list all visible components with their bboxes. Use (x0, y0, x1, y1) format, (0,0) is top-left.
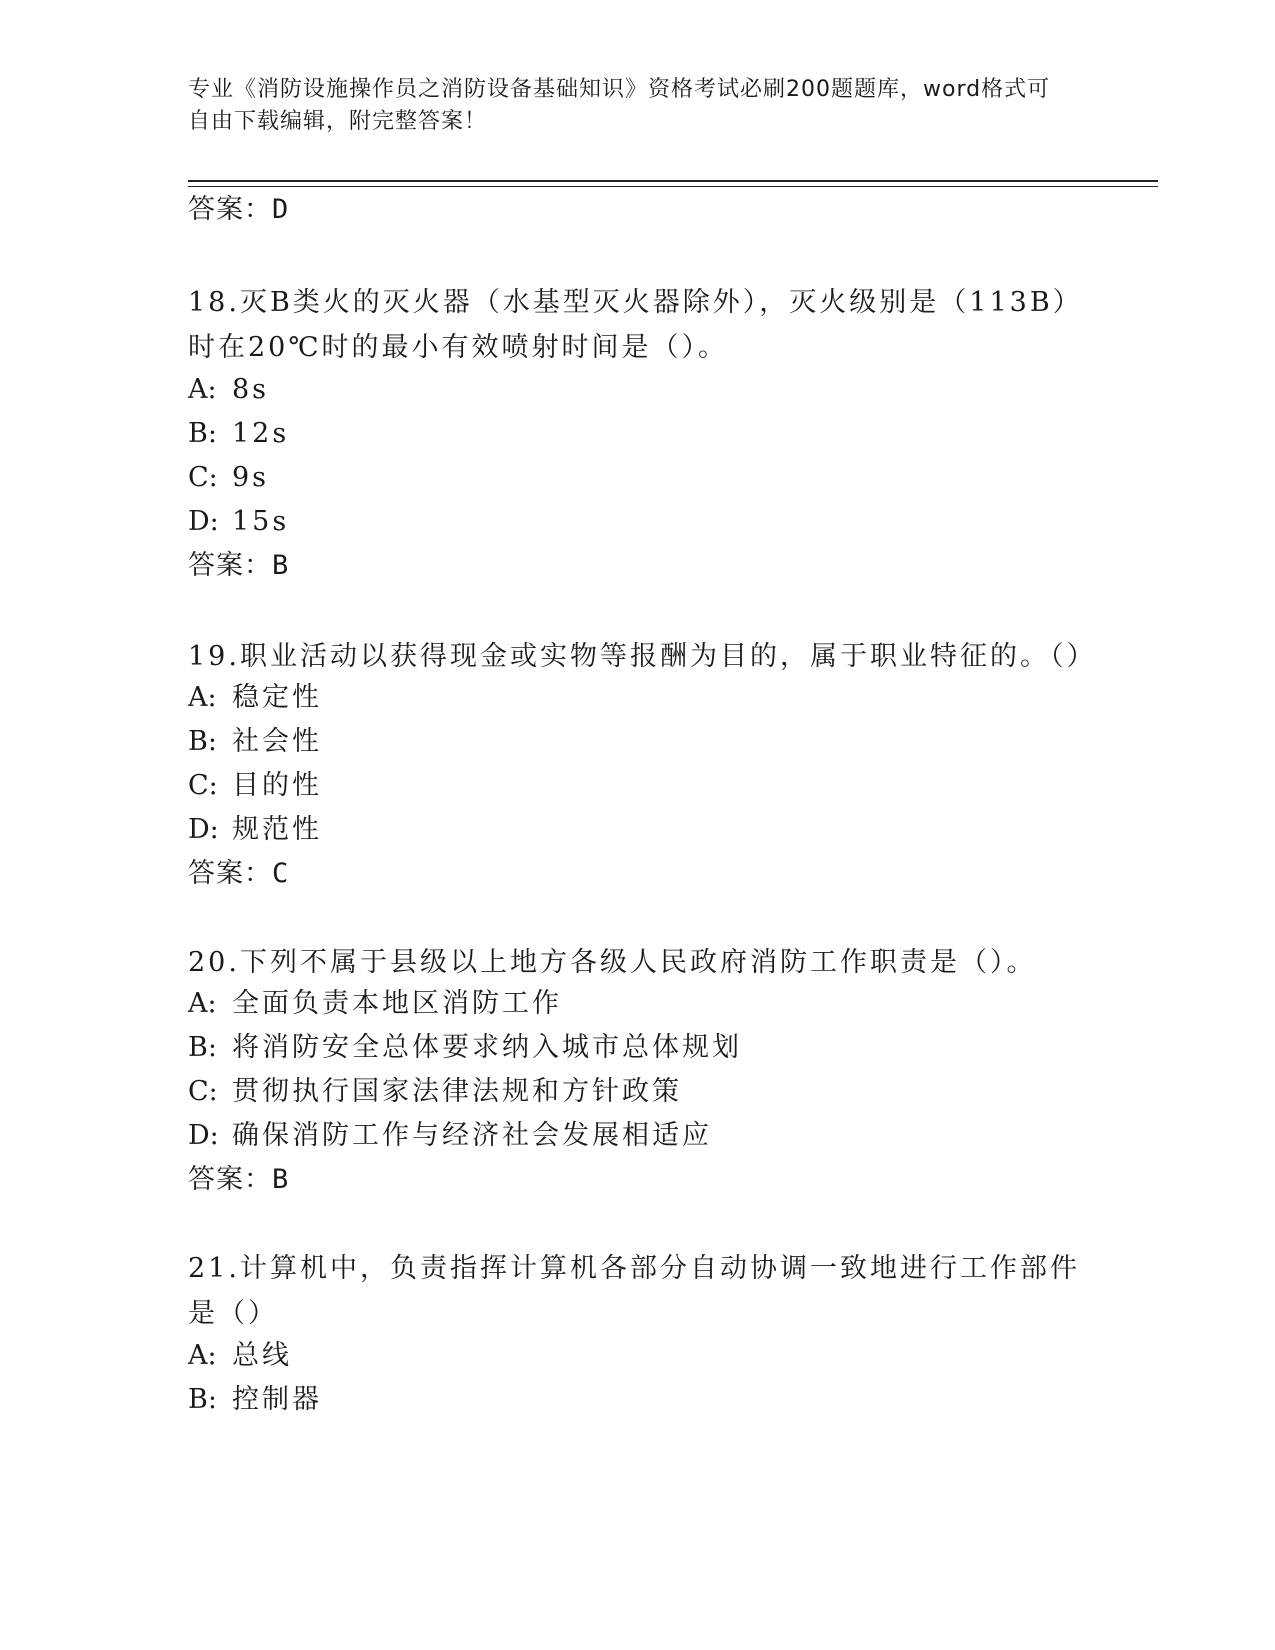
question-18-option-c (188, 460, 269, 496)
answer-prev: 答案：D (188, 194, 290, 225)
question-18-option-b (188, 416, 289, 452)
option-text: 将消防安全总体要求纳入城市总体规划 (232, 1032, 742, 1063)
question-21-stem: 21.计算机中，负责指挥计算机各部分自动协调一致地进行工作部件是（） (188, 1253, 1080, 1329)
option-text: 全面负责本地区消防工作 (232, 988, 562, 1019)
option-label: D: (188, 1120, 219, 1151)
question-20-option-c (188, 1074, 682, 1110)
question-20-option-b (188, 1030, 742, 1066)
question-18-answer: 答案：B (188, 550, 290, 581)
option-text: 控制器 (232, 1384, 322, 1415)
header-divider (188, 180, 1158, 182)
question-19-stem: 19.职业活动以获得现金或实物等报酬为目的，属于职业特征的。（） (188, 641, 1097, 672)
question-19-option-c (188, 768, 322, 804)
question-18-stem: 18.灭B类火的灭火器（水基型灭火器除外），灭火级别是（113B）时在20℃时的最小有效喷射时间是（）。 (188, 287, 1083, 363)
document-header: 专业《消防设施操作员之消防设备基础知识》资格考试必刷200题题库，word格式可自由下载编辑，附完整答案！ (188, 77, 1051, 134)
option-text: 总线 (232, 1340, 292, 1371)
option-label: B: (188, 726, 217, 757)
option-label: D: (188, 814, 219, 845)
option-label: B: (188, 1384, 217, 1415)
option-label: C: (188, 1076, 218, 1107)
option-text: 15s (232, 506, 290, 537)
option-label: A: (188, 1340, 217, 1371)
option-text: 社会性 (232, 726, 322, 757)
question-20-option-a (188, 986, 562, 1022)
question-20-answer: 答案：B (188, 1164, 290, 1195)
header-divider-thin (188, 186, 1158, 187)
option-text: 8s (232, 374, 270, 405)
question-18-option-d (188, 504, 289, 540)
question-19-option-b (188, 724, 322, 760)
option-label: C: (188, 770, 218, 801)
option-text: 目的性 (232, 770, 322, 801)
question-21-option-b (188, 1382, 322, 1418)
question-19-option-d (188, 812, 322, 848)
option-text: 稳定性 (232, 682, 322, 713)
option-text: 12s (232, 418, 290, 449)
question-19-option-a (188, 680, 322, 716)
question-20-stem: 20.下列不属于县级以上地方各级人民政府消防工作职责是（）。 (188, 947, 1037, 978)
option-label: A: (188, 682, 217, 713)
option-label: B: (188, 1032, 217, 1063)
option-label: C: (188, 462, 218, 493)
question-20-option-d (188, 1118, 712, 1154)
option-label: A: (188, 988, 217, 1019)
option-text: 贯彻执行国家法律法规和方针政策 (232, 1076, 682, 1107)
option-label: D: (188, 506, 219, 537)
option-text: 确保消防工作与经济社会发展相适应 (232, 1120, 712, 1151)
option-label: B: (188, 418, 217, 449)
option-label: A: (188, 374, 217, 405)
question-19-answer: 答案：C (188, 858, 290, 889)
question-21-option-a (188, 1338, 292, 1374)
option-text: 规范性 (232, 814, 322, 845)
question-18-option-a (188, 372, 269, 408)
option-text: 9s (232, 462, 270, 493)
